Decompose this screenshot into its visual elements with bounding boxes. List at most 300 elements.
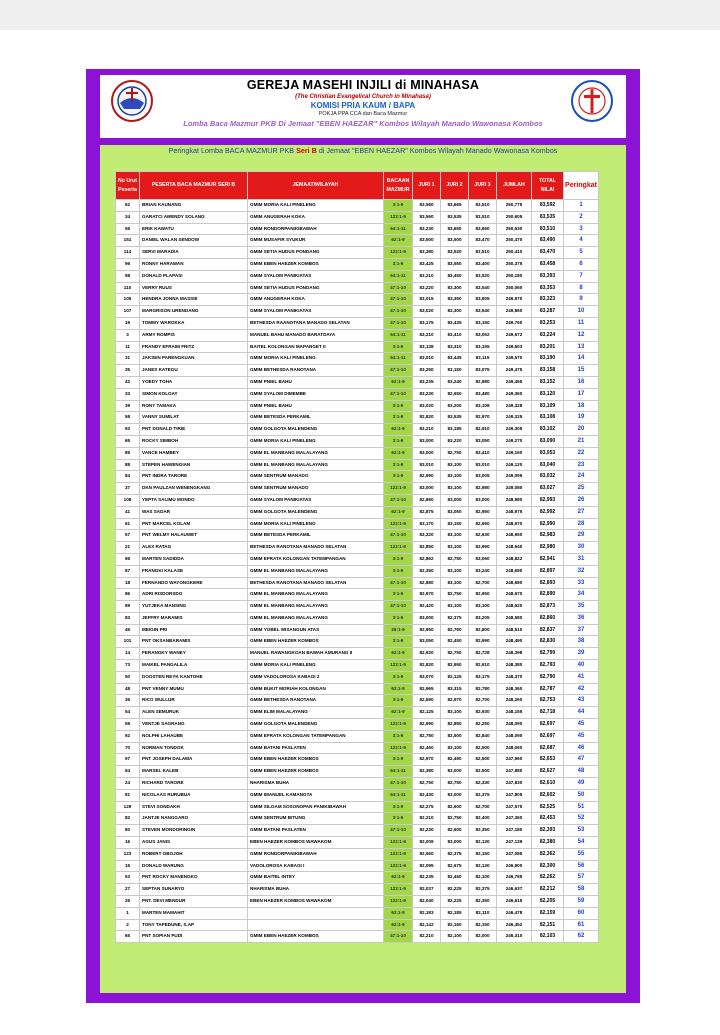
cell-juri3: 83,205 bbox=[469, 612, 497, 624]
cell-peringkat: 31 bbox=[564, 553, 599, 565]
cell-total-nilai: 83,510 bbox=[532, 223, 564, 235]
cell-jemaat: GMIM RONDORPANIKIBAWAH bbox=[248, 223, 384, 235]
cell-juri1: 82,420 bbox=[413, 601, 441, 613]
cell-peserta: TOMMY WAROKKA bbox=[140, 317, 248, 329]
cell-jumlah: 249,325 bbox=[497, 412, 532, 424]
cell-total-nilai: 82,393 bbox=[532, 825, 564, 837]
cell-jemaat: GMIM MORIA KALI PINELENG bbox=[248, 200, 384, 212]
cell-total-nilai: 82,159 bbox=[532, 907, 564, 919]
cell-juri3: 83,060 bbox=[469, 553, 497, 565]
cell-peserta: YEPTA SALIMU MONDO bbox=[140, 494, 248, 506]
cell-juri3: 82,100 bbox=[469, 872, 497, 884]
cell-peserta: DANIEL WALAN SENDOW bbox=[140, 235, 248, 247]
cell-no-urut: 39 bbox=[116, 400, 140, 412]
cell-no-urut: 59 bbox=[116, 719, 140, 731]
header-komisi: KOMISI PRIA KAUM / BAPA bbox=[310, 101, 416, 110]
cell-total-nilai: 83,120 bbox=[532, 388, 564, 400]
cell-juri1: 83,175 bbox=[413, 317, 441, 329]
cell-jumlah: 250,180 bbox=[497, 270, 532, 282]
cell-total-nilai: 82,799 bbox=[532, 648, 564, 660]
cell-juri1: 83,230 bbox=[413, 223, 441, 235]
cell-jumlah: 248,680 bbox=[497, 577, 532, 589]
cell-jemaat: BAITEL KOLONGAN MAPANGET II bbox=[248, 341, 384, 353]
cell-peringkat: 46 bbox=[564, 742, 599, 754]
cell-total-nilai: 83,201 bbox=[532, 341, 564, 353]
cell-juri2: 83,300 bbox=[441, 306, 469, 318]
cell-juri3: 82,950 bbox=[469, 506, 497, 518]
cell-peserta: JANTJE NANGGARO bbox=[140, 813, 248, 825]
cell-peserta: ADRI RISDORSDO bbox=[140, 589, 248, 601]
cell-bacaan: 47:1-10 bbox=[384, 825, 413, 837]
cell-jemaat: GMIM EFRATA KOLONGAN TATEMPANGAN bbox=[248, 730, 384, 742]
cell-jumlah: 250,530 bbox=[497, 223, 532, 235]
cell-peringkat: 45 bbox=[564, 730, 599, 742]
cell-peserta: NICOLAAS RURUBUA bbox=[140, 789, 248, 801]
cell-no-urut: 50 bbox=[116, 671, 140, 683]
cell-no-urut: 21 bbox=[116, 542, 140, 554]
bottom-strip bbox=[86, 1003, 640, 1035]
cell-bacaan: 3:1-9 bbox=[384, 801, 413, 813]
cell-jemaat: GMIM SYALOM DIMEMBE bbox=[248, 388, 384, 400]
cell-total-nilai: 82,890 bbox=[532, 589, 564, 601]
cell-no-urut: 62 bbox=[116, 200, 140, 212]
cell-juri1: 82,037 bbox=[413, 884, 441, 896]
cell-jumlah: 246,310 bbox=[497, 931, 532, 943]
cell-bacaan: 122:1-9 bbox=[384, 542, 413, 554]
cell-peserta: PNT SOPIAN PUDI bbox=[140, 931, 248, 943]
cell-peserta: DONALD PLAPASI bbox=[140, 270, 248, 282]
cell-bacaan: 122:1-9 bbox=[384, 860, 413, 872]
cell-juri1: 83,070 bbox=[413, 671, 441, 683]
cell-juri1: 83,210 bbox=[413, 424, 441, 436]
cell-juri3: 82,130 bbox=[469, 860, 497, 872]
cell-bacaan: 47:1-10 bbox=[384, 317, 413, 329]
cell-jemaat: BETHESDA RAANOTANA MANADO SELATAN bbox=[248, 317, 384, 329]
cell-peringkat: 53 bbox=[564, 825, 599, 837]
cell-bacaan: 3:1-9 bbox=[384, 565, 413, 577]
cell-juri2: 82,185 bbox=[441, 907, 469, 919]
cell-no-urut: 114 bbox=[116, 247, 140, 259]
cell-jemaat: GMIM EBEN HAEZER KOMBOS bbox=[248, 258, 384, 270]
cell-jumlah: 249,270 bbox=[497, 435, 532, 447]
cell-juri1: 82,560 bbox=[413, 848, 441, 860]
cell-juri1: 82,820 bbox=[413, 660, 441, 672]
cell-peringkat: 15 bbox=[564, 365, 599, 377]
cell-jumlah: 247,360 bbox=[497, 813, 532, 825]
col-jumlah: JUMLAH bbox=[497, 172, 532, 200]
table-row bbox=[116, 483, 599, 495]
cell-peserta: PNT MARCEL KOLAM bbox=[140, 518, 248, 530]
cell-peringkat: 50 bbox=[564, 789, 599, 801]
cell-peringkat: 29 bbox=[564, 530, 599, 542]
cell-jemaat: GMIM RONDORPANIKIBAWAH bbox=[248, 848, 384, 860]
cell-juri3: 83,480 bbox=[469, 388, 497, 400]
cell-peringkat: 28 bbox=[564, 518, 599, 530]
cell-peserta: PNT. DEVI MENDUR bbox=[140, 896, 248, 908]
cell-juri1: 83,010 bbox=[413, 353, 441, 365]
cell-bacaan: 47:1-10 bbox=[384, 601, 413, 613]
table-row bbox=[116, 695, 599, 707]
table-row bbox=[116, 412, 599, 424]
cell-total-nilai: 82,697 bbox=[532, 719, 564, 731]
cell-peserta: ROCKY SIMBOH bbox=[140, 435, 248, 447]
cell-bacaan: 122:1-9 bbox=[384, 848, 413, 860]
cell-peringkat: 32 bbox=[564, 565, 599, 577]
cell-peringkat: 38 bbox=[564, 636, 599, 648]
cell-total-nilai: 82,151 bbox=[532, 919, 564, 931]
cell-no-urut: 24 bbox=[116, 778, 140, 790]
cell-bacaan: 3:1-9 bbox=[384, 459, 413, 471]
cell-jumlah: 248,260 bbox=[497, 695, 532, 707]
cell-jumlah: 248,398 bbox=[497, 648, 532, 660]
table-row bbox=[116, 766, 599, 778]
cell-juri1: 82,850 bbox=[413, 542, 441, 554]
cell-jumlah: 247,575 bbox=[497, 801, 532, 813]
cell-juri1: 83,000 bbox=[413, 435, 441, 447]
cell-jumlah: 248,490 bbox=[497, 636, 532, 648]
cell-jemaat: GMIM BETHESDA RANOTANA bbox=[248, 365, 384, 377]
cell-no-urut: 101 bbox=[116, 636, 140, 648]
cell-total-nilai: 82,718 bbox=[532, 707, 564, 719]
cell-no-urut: 80 bbox=[116, 825, 140, 837]
cell-no-urut: 98 bbox=[116, 270, 140, 282]
cell-jemaat: MANUEL RAWANGKOAN BAWAH AMURANG II bbox=[248, 648, 384, 660]
cell-total-nilai: 83,458 bbox=[532, 258, 564, 270]
cell-no-urut: 87 bbox=[116, 565, 140, 577]
cell-jemaat: GMIM EBEN HAEZER KOMBOS bbox=[248, 766, 384, 778]
cell-jumlah: 248,950 bbox=[497, 530, 532, 542]
cell-juri2: 82,650 bbox=[441, 388, 469, 400]
cell-juri1: 83,235 bbox=[413, 376, 441, 388]
cell-peserta: MARTEN SADIDDA bbox=[140, 553, 248, 565]
cell-peserta: SERVI MARADIA bbox=[140, 247, 248, 259]
cell-juri2: 83,000 bbox=[441, 494, 469, 506]
cell-bacaan: 64:1-11 bbox=[384, 353, 413, 365]
table-row bbox=[116, 365, 599, 377]
cell-peringkat: 51 bbox=[564, 801, 599, 813]
cell-jemaat: BETHESDA RANOTANA MANADO SELATAN bbox=[248, 542, 384, 554]
cell-total-nilai: 82,610 bbox=[532, 778, 564, 790]
cell-juri3: 83,510 bbox=[469, 247, 497, 259]
cell-juri2: 83,100 bbox=[441, 542, 469, 554]
table-row bbox=[116, 636, 599, 648]
cell-jemaat: GMIM MORIA KALI PINELENG bbox=[248, 660, 384, 672]
cell-bacaan: 122:1-9 bbox=[384, 518, 413, 530]
cell-juri2: 82,750 bbox=[441, 648, 469, 660]
cell-peserta: PNT INDRA TARORE bbox=[140, 471, 248, 483]
cell-jumlah: 247,085 bbox=[497, 848, 532, 860]
cell-juri3: 82,970 bbox=[469, 412, 497, 424]
cell-juri3: 83,075 bbox=[469, 365, 497, 377]
cell-juri1: 82,990 bbox=[413, 471, 441, 483]
cell-juri3: 83,540 bbox=[469, 282, 497, 294]
cell-juri2: 82,850 bbox=[441, 719, 469, 731]
cell-peringkat: 2 bbox=[564, 211, 599, 223]
table-row bbox=[116, 494, 599, 506]
cell-peringkat: 35 bbox=[564, 601, 599, 613]
cell-peringkat: 62 bbox=[564, 931, 599, 943]
cell-juri2: 82,750 bbox=[441, 553, 469, 565]
cell-bacaan: 3:1-9 bbox=[384, 636, 413, 648]
cell-bacaan: 28:1-9 bbox=[384, 624, 413, 636]
cell-peringkat: 41 bbox=[564, 671, 599, 683]
cell-juri1: 83,500 bbox=[413, 235, 441, 247]
cell-no-urut: 55 bbox=[116, 223, 140, 235]
cell-total-nilai: 83,592 bbox=[532, 200, 564, 212]
cell-peserta: STEVEN MONDORINGIN bbox=[140, 825, 248, 837]
cell-juri3: 82,500 bbox=[469, 766, 497, 778]
cell-juri2: 82,100 bbox=[441, 931, 469, 943]
cell-peringkat: 9 bbox=[564, 294, 599, 306]
cell-jumlah: 246,615 bbox=[497, 896, 532, 908]
table-row bbox=[116, 848, 599, 860]
header-subtitle: (The Christian Evangelical Church in Minahasa) bbox=[295, 94, 431, 100]
cell-juri1: 83,210 bbox=[413, 270, 441, 282]
cell-jemaat: GMIM SENTRUM BITUNG bbox=[248, 813, 384, 825]
cell-total-nilai: 83,109 bbox=[532, 400, 564, 412]
cell-jemaat: GMIM MORIA KALI PINELENG bbox=[248, 435, 384, 447]
cell-peserta: PNT ROCKY MANENGKO bbox=[140, 872, 248, 884]
cell-bacaan: 64:1-11 bbox=[384, 270, 413, 282]
cell-juri3: 83,010 bbox=[469, 459, 497, 471]
cell-peserta: DONALD WARUNG bbox=[140, 860, 248, 872]
cell-jemaat: GMIM ANUGERAH KOKA bbox=[248, 294, 384, 306]
cell-juri2: 83,000 bbox=[441, 789, 469, 801]
col-jemaat: JEMAAT/WILAYAH bbox=[248, 172, 384, 200]
cell-no-urut: 97 bbox=[116, 754, 140, 766]
cell-total-nilai: 82,205 bbox=[532, 896, 564, 908]
cell-no-urut: 70 bbox=[116, 742, 140, 754]
cell-juri3: 83,108 bbox=[469, 400, 497, 412]
cell-peringkat: 27 bbox=[564, 506, 599, 518]
cell-juri2: 82,750 bbox=[441, 813, 469, 825]
cell-peringkat: 10 bbox=[564, 306, 599, 318]
cell-juri1: 83,220 bbox=[413, 530, 441, 542]
cell-peringkat: 56 bbox=[564, 860, 599, 872]
cell-total-nilai: 82,300 bbox=[532, 860, 564, 872]
cell-jemaat: GMIM MORIA KALI PINELENG bbox=[248, 518, 384, 530]
cell-jemaat: GMIM MUSAFIR SYUKUR bbox=[248, 235, 384, 247]
cell-juri1: 82,009 bbox=[413, 837, 441, 849]
cell-jemaat: GMIM BAITEL INTEY bbox=[248, 872, 384, 884]
cell-peserta: DKN PAULZAN WENENGKANG bbox=[140, 483, 248, 495]
cell-bacaan: 47:1-10 bbox=[384, 282, 413, 294]
cell-peringkat: 61 bbox=[564, 919, 599, 931]
cell-bacaan: 3:1-9 bbox=[384, 671, 413, 683]
cell-peringkat: 5 bbox=[564, 247, 599, 259]
cell-jumlah: 247,960 bbox=[497, 754, 532, 766]
table-row bbox=[116, 624, 599, 636]
cell-juri1: 83,170 bbox=[413, 518, 441, 530]
cell-jemaat: GMIM EBEN HAEZER KOMBOS bbox=[248, 754, 384, 766]
cell-bacaan: 122:1-9 bbox=[384, 837, 413, 849]
cell-juri3: 83,650 bbox=[469, 223, 497, 235]
cell-juri1: 83,000 bbox=[413, 483, 441, 495]
cell-jemaat: GMIM EFRATA KOLONGAN TATEMPANGAN bbox=[248, 553, 384, 565]
cell-no-urut: 105 bbox=[116, 294, 140, 306]
cell-jemaat: GMIM IMANUEL KAMANGTA bbox=[248, 789, 384, 801]
table-row bbox=[116, 200, 599, 212]
cell-peringkat: 45 bbox=[564, 719, 599, 731]
cell-juri3: 83,175 bbox=[469, 671, 497, 683]
cell-jumlah: 249,860 bbox=[497, 306, 532, 318]
table-row bbox=[116, 506, 599, 518]
cell-juri1: 83,380 bbox=[413, 247, 441, 259]
cell-juri2: 82,450 bbox=[441, 872, 469, 884]
cell-juri1: 82,990 bbox=[413, 719, 441, 731]
cell-jumlah: 248,580 bbox=[497, 612, 532, 624]
cell-juri1: 82,235 bbox=[413, 872, 441, 884]
cell-peserta: VERRY RUUS bbox=[140, 282, 248, 294]
cell-juri1: 82,460 bbox=[413, 742, 441, 754]
cell-total-nilai: 83,102 bbox=[532, 424, 564, 436]
cell-juri2: 83,435 bbox=[441, 317, 469, 329]
cell-peserta: SEPTAN SUNARYO bbox=[140, 884, 248, 896]
header-title: GEREJA MASEHI INJILI di MINAHASA bbox=[246, 78, 480, 92]
cell-total-nilai: 82,830 bbox=[532, 636, 564, 648]
col-peserta: PESERTA BACA MAZMUR SERI B bbox=[140, 172, 248, 200]
cell-jumlah: 250,060 bbox=[497, 282, 532, 294]
cell-jemaat: GMIM EL MANBANG MALALAYANG bbox=[248, 459, 384, 471]
cell-jumlah: 247,880 bbox=[497, 766, 532, 778]
cell-total-nilai: 83,535 bbox=[532, 211, 564, 223]
cell-peserta: ALEN SEMURUK bbox=[140, 707, 248, 719]
table-row bbox=[116, 671, 599, 683]
cell-juri2: 83,550 bbox=[441, 258, 469, 270]
cell-peserta: ERIK KAWATU bbox=[140, 223, 248, 235]
cell-juri2: 83,100 bbox=[441, 742, 469, 754]
cell-juri2: 83,450 bbox=[441, 270, 469, 282]
cell-jumlah: 246,478 bbox=[497, 907, 532, 919]
table-row bbox=[116, 612, 599, 624]
cell-juri1: 82,430 bbox=[413, 789, 441, 801]
cell-peserta: YUTJEKA MANSING bbox=[140, 601, 248, 613]
cell-jemaat: GMIM EL MANBANG MALALAYANG bbox=[248, 589, 384, 601]
cell-juri1: 83,050 bbox=[413, 636, 441, 648]
cell-jumlah: 249,080 bbox=[497, 483, 532, 495]
cell-peringkat: 3 bbox=[564, 223, 599, 235]
cell-juri2: 82,950 bbox=[441, 660, 469, 672]
cell-juri2: 83,150 bbox=[441, 365, 469, 377]
cell-bacaan: 122:1-9 bbox=[384, 896, 413, 908]
cell-jumlah: 249,970 bbox=[497, 294, 532, 306]
cell-peserta: NOLPHI LAHAUBE bbox=[140, 730, 248, 742]
cell-total-nilai: 82,687 bbox=[532, 742, 564, 754]
table-row bbox=[116, 247, 599, 259]
cell-jumlah: 248,970 bbox=[497, 518, 532, 530]
cell-juri2: 83,150 bbox=[441, 518, 469, 530]
cell-no-urut: 96 bbox=[116, 258, 140, 270]
table-row bbox=[116, 801, 599, 813]
cell-jemaat: GMIM EL MANBANG MALALAYANG bbox=[248, 565, 384, 577]
top-gray-bar bbox=[0, 0, 720, 30]
cell-jumlah: 249,672 bbox=[497, 329, 532, 341]
cell-juri3: 82,110 bbox=[469, 907, 497, 919]
cell-no-urut: 41 bbox=[116, 506, 140, 518]
cell-total-nilai: 83,393 bbox=[532, 270, 564, 282]
table-row bbox=[116, 683, 599, 695]
cell-juri1: 82,750 bbox=[413, 730, 441, 742]
cell-bacaan: 64:1-11 bbox=[384, 329, 413, 341]
table-row bbox=[116, 341, 599, 353]
table-row bbox=[116, 235, 599, 247]
cell-juri3: 82,650 bbox=[469, 518, 497, 530]
cell-juri3: 82,728 bbox=[469, 648, 497, 660]
col-total-nilai: TOTAL NILAI bbox=[532, 172, 564, 200]
cell-peringkat: 59 bbox=[564, 896, 599, 908]
cell-peringkat: 44 bbox=[564, 707, 599, 719]
cell-juri3: 83,410 bbox=[469, 447, 497, 459]
cell-peserta: PNT JOSEPH DALAWA bbox=[140, 754, 248, 766]
cell-peringkat: 12 bbox=[564, 329, 599, 341]
cell-juri3: 83,000 bbox=[469, 494, 497, 506]
cell-peserta: VENTJE SAGRANG bbox=[140, 719, 248, 731]
pkb-logo-right-icon bbox=[570, 79, 614, 123]
cell-peserta: PNT OKSANBARAMIS bbox=[140, 636, 248, 648]
cell-jumlah: 249,603 bbox=[497, 341, 532, 353]
table-row bbox=[116, 376, 599, 388]
cell-jemaat: GMIM EBEN HAEZER KOMBOS bbox=[248, 931, 384, 943]
cell-jemaat: GMIM PNIEL BAHU bbox=[248, 400, 384, 412]
cell-no-urut: 93 bbox=[116, 424, 140, 436]
cell-total-nilai: 83,158 bbox=[532, 365, 564, 377]
cell-juri1: 83,010 bbox=[413, 459, 441, 471]
cell-jumlah: 250,470 bbox=[497, 235, 532, 247]
cell-bacaan: 62:1-9 bbox=[384, 506, 413, 518]
cell-peserta: RONY TAMAKA bbox=[140, 400, 248, 412]
cell-juri2: 83,100 bbox=[441, 601, 469, 613]
table-row bbox=[116, 424, 599, 436]
table-row bbox=[116, 931, 599, 943]
cell-no-urut: 11 bbox=[116, 341, 140, 353]
cell-no-urut: 65 bbox=[116, 931, 140, 943]
cell-bacaan: 62:1-9 bbox=[384, 872, 413, 884]
ranking-caption: Peringkat Lomba BACA MAZMUR PKB Seri B di Jemaat "EBEN HAEZAR" Kombos Wilayah Manado Wawonasa Kombos bbox=[168, 146, 558, 155]
cell-juri2: 82,970 bbox=[441, 695, 469, 707]
cell-jemaat: GMIM EBEN HAEZER KOMBOS bbox=[248, 636, 384, 648]
cell-juri3: 83,005 bbox=[469, 471, 497, 483]
cell-bacaan: 47:1-10 bbox=[384, 388, 413, 400]
cell-juri3: 83,150 bbox=[469, 317, 497, 329]
table-row bbox=[116, 660, 599, 672]
cell-peringkat: 18 bbox=[564, 400, 599, 412]
cell-juri2: 83,100 bbox=[441, 530, 469, 542]
cell-total-nilai: 82,362 bbox=[532, 848, 564, 860]
cell-peserta: MARGRISON URENDANG bbox=[140, 306, 248, 318]
cell-no-urut: 58 bbox=[116, 412, 140, 424]
col-juri1: JURI 1 bbox=[413, 172, 441, 200]
cell-total-nilai: 82,860 bbox=[532, 612, 564, 624]
cell-juri2: 83,315 bbox=[441, 683, 469, 695]
table-row bbox=[116, 329, 599, 341]
cell-bacaan: 122:1-9 bbox=[384, 247, 413, 259]
table-row bbox=[116, 789, 599, 801]
cell-jumlah: 249,455 bbox=[497, 376, 532, 388]
cell-jumlah: 247,139 bbox=[497, 837, 532, 849]
cell-no-urut: 92 bbox=[116, 730, 140, 742]
cell-peserta: PNT WELMY HALAUWET bbox=[140, 530, 248, 542]
cell-jumlah: 250,605 bbox=[497, 211, 532, 223]
cell-peringkat: 16 bbox=[564, 376, 599, 388]
cell-juri2: 82,600 bbox=[441, 825, 469, 837]
cell-jemaat: GMIM BETESDA PERKAMIL bbox=[248, 530, 384, 542]
cell-bacaan: 47:1-10 bbox=[384, 306, 413, 318]
cell-juri1: 83,020 bbox=[413, 306, 441, 318]
table-row bbox=[116, 306, 599, 318]
cell-total-nilai: 83,090 bbox=[532, 435, 564, 447]
cell-bacaan: 64:1-11 bbox=[384, 789, 413, 801]
cell-peringkat: 20 bbox=[564, 424, 599, 436]
